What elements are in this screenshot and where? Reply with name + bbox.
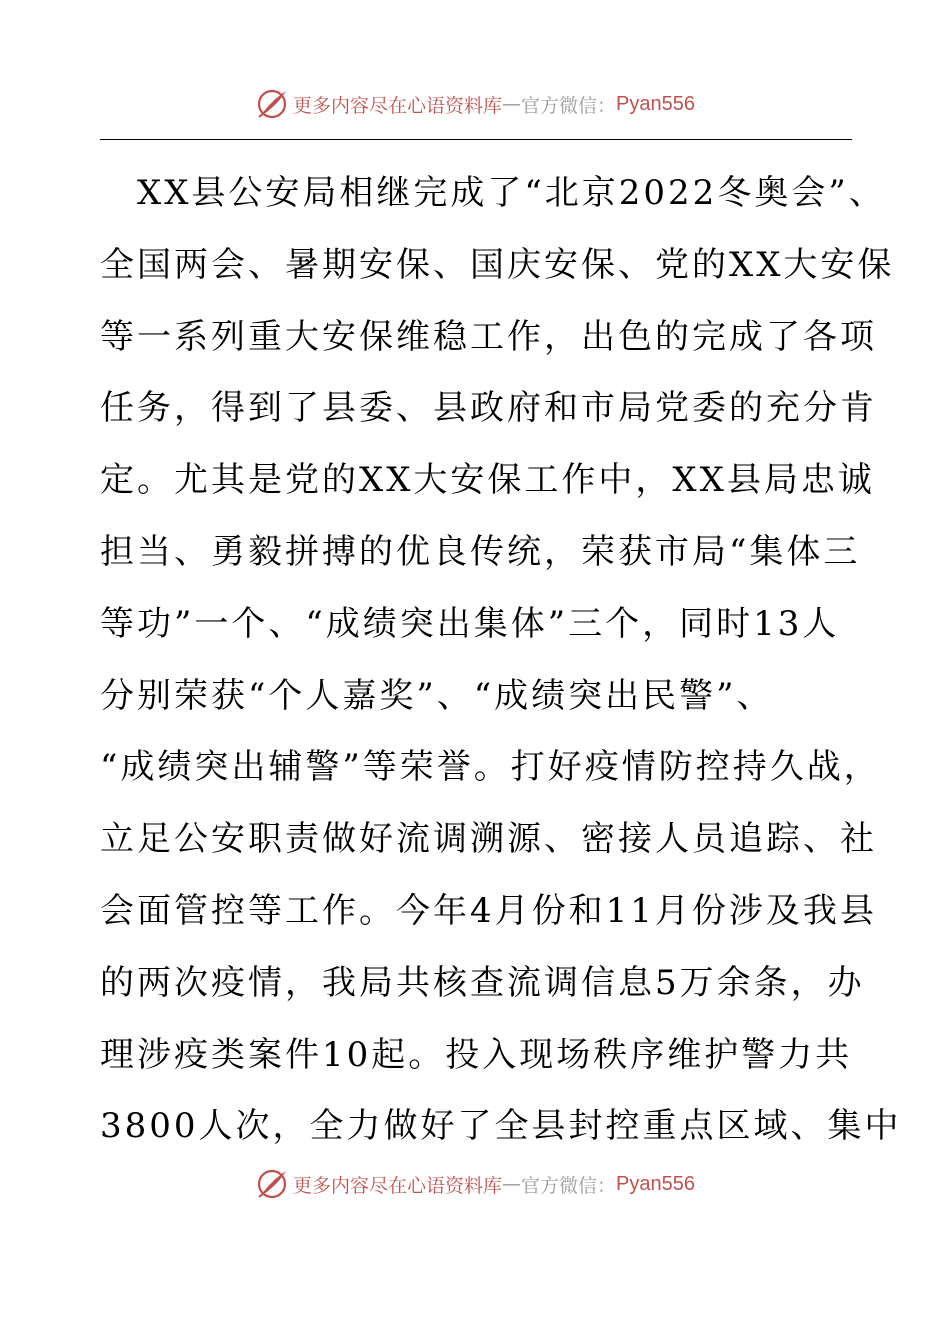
body-line: 的两次疫情，我局共核查流调信息5万余条，办 [100, 962, 865, 1003]
header-divider [100, 139, 852, 140]
footer-watermark [0, 1164, 950, 1204]
body-line: “成绩突出辅警”等荣誉。打好疫情防控持久战， [100, 747, 881, 788]
watermark-wechat-id: Pyan556 [616, 92, 695, 115]
quill-logo-icon [255, 87, 289, 121]
watermark-separator: — [502, 1173, 522, 1195]
watermark-wechat-id: Pyan556 [616, 1172, 695, 1195]
body-line: 分别荣获“个人嘉奖”、“成绩突出民警”、 [100, 675, 774, 716]
watermark-separator: — [502, 93, 522, 115]
body-line: XX县公安局相继完成了“北京2022冬奥会”、 [100, 173, 886, 213]
document-body [100, 158, 902, 1163]
body-line: 任务，得到了县委、县政府和市局党委的充分肯 [100, 388, 877, 429]
watermark-official-label: 官方微信： [521, 1174, 617, 1197]
body-line: 等一系列重大安保维稳工作，出色的完成了各项 [100, 316, 877, 357]
body-line: 会面管控等工作。今年4月份和11月份涉及我县 [100, 890, 877, 931]
body-line: 理涉疫类案件10起。投入现场秩序维护警力共 [100, 1034, 853, 1075]
body-line: 担当、勇毅拼搏的优良传统，荣获市局“集体三 [100, 531, 861, 572]
body-line: 3800人次，全力做好了全县封控重点区域、集中 [100, 1106, 902, 1147]
header-watermark [0, 84, 950, 124]
watermark-brand-text: 更多内容尽在心语资料库 [293, 94, 503, 117]
quill-logo-icon [255, 1167, 289, 1201]
watermark-brand-text: 更多内容尽在心语资料库 [293, 1174, 503, 1197]
body-line: 等功”一个、“成绩突出集体”三个，同时13人 [100, 603, 840, 644]
watermark-official-label: 官方微信： [521, 94, 617, 117]
body-line: 全国两会、暑期安保、国庆安保、党的XX大安保 [100, 244, 895, 285]
body-line: 定。尤其是党的XX大安保工作中，XX县局忠诚 [100, 460, 875, 501]
body-line: 立足公安职责做好流调溯源、密接人员追踪、社 [100, 819, 877, 860]
